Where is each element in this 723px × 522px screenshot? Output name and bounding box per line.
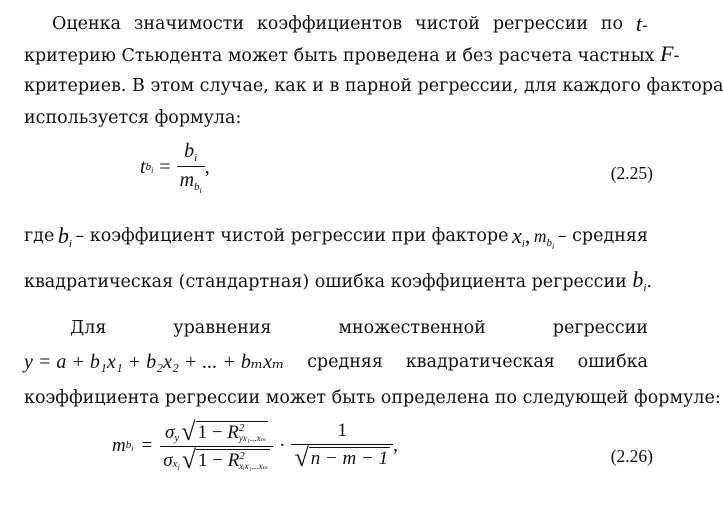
word: Оценка (52, 14, 121, 34)
equation-2-26: m $b_i$ = σ y √ 1 − R 2 yx₁...xₘ σ $x_i$ √ 1 − R 2 xᵢx₁...xₘ · 1 √ n − m − 1 , (112, 416, 398, 474)
paragraph-1-line-4: используется формула: (24, 108, 242, 128)
word: чистой (415, 14, 480, 34)
m-b-symbol: $m_{b_i}$ (533, 226, 555, 251)
fraction-one-over-sqrt: 1 √ n − m − 1 (291, 420, 393, 472)
x-i-symbol: $x_i$, (512, 223, 531, 250)
t-symbol: t- (635, 11, 648, 36)
word: коэффициентов (256, 14, 403, 34)
paragraph-2-line-1: Для уравнения множественной регрессии (70, 318, 648, 338)
fraction-b-over-m: $\frac{b_i}{m_{b_i}}$ (177, 140, 205, 195)
paragraph-2-line-3: коэффициента регрессии может быть определена по следующей формуле: (24, 388, 721, 408)
paragraph-1-line-3: критериев. В этом случае, как и в парной регрессии, для каждого фактора (24, 76, 723, 96)
equation-2-25: t $b_i$ = $\frac{b_i}{m_{b_i}}$ , (140, 140, 210, 195)
paragraph-1-line-1 (24, 12, 648, 38)
word: регрессии (492, 14, 589, 34)
word: значимости (133, 14, 245, 34)
equation-number-2-26: (2.26) (610, 446, 653, 466)
equation-number-2-25: (2.25) (610, 163, 653, 183)
fraction-sigma: σ y √ 1 − R 2 yx₁...xₘ σ $x_i$ √ 1 − R 2 xᵢx₁...xₘ (160, 421, 273, 472)
paragraph-1-line-2: критерию Стьюдента может быть проведена и без расчета частных F- (24, 41, 680, 66)
definition-line-1: где $b_i$ – коэффициент чистой регрессии при факторе $x_i$, $m_{b_i}$ – средняя (24, 224, 648, 259)
regression-equation: y = a + b₁x₁ + b₂x₂ + ... + bₘxₘ (24, 351, 285, 373)
line-text: критерию Стьюдента может быть проведена и без расчета частных (24, 46, 655, 66)
b-i-symbol: $b_i$ (57, 223, 72, 250)
word: по (600, 14, 624, 34)
paragraph-2-line-2: y = a + b₁x₁ + b₂x₂ + ... + bₘxₘ средняя квадратическая ошибка (24, 351, 648, 373)
f-symbol: F (660, 41, 674, 66)
definition-line-2: квадратическая (стандартная) ошибка коэффициента регрессии $b_i$. (24, 267, 653, 294)
